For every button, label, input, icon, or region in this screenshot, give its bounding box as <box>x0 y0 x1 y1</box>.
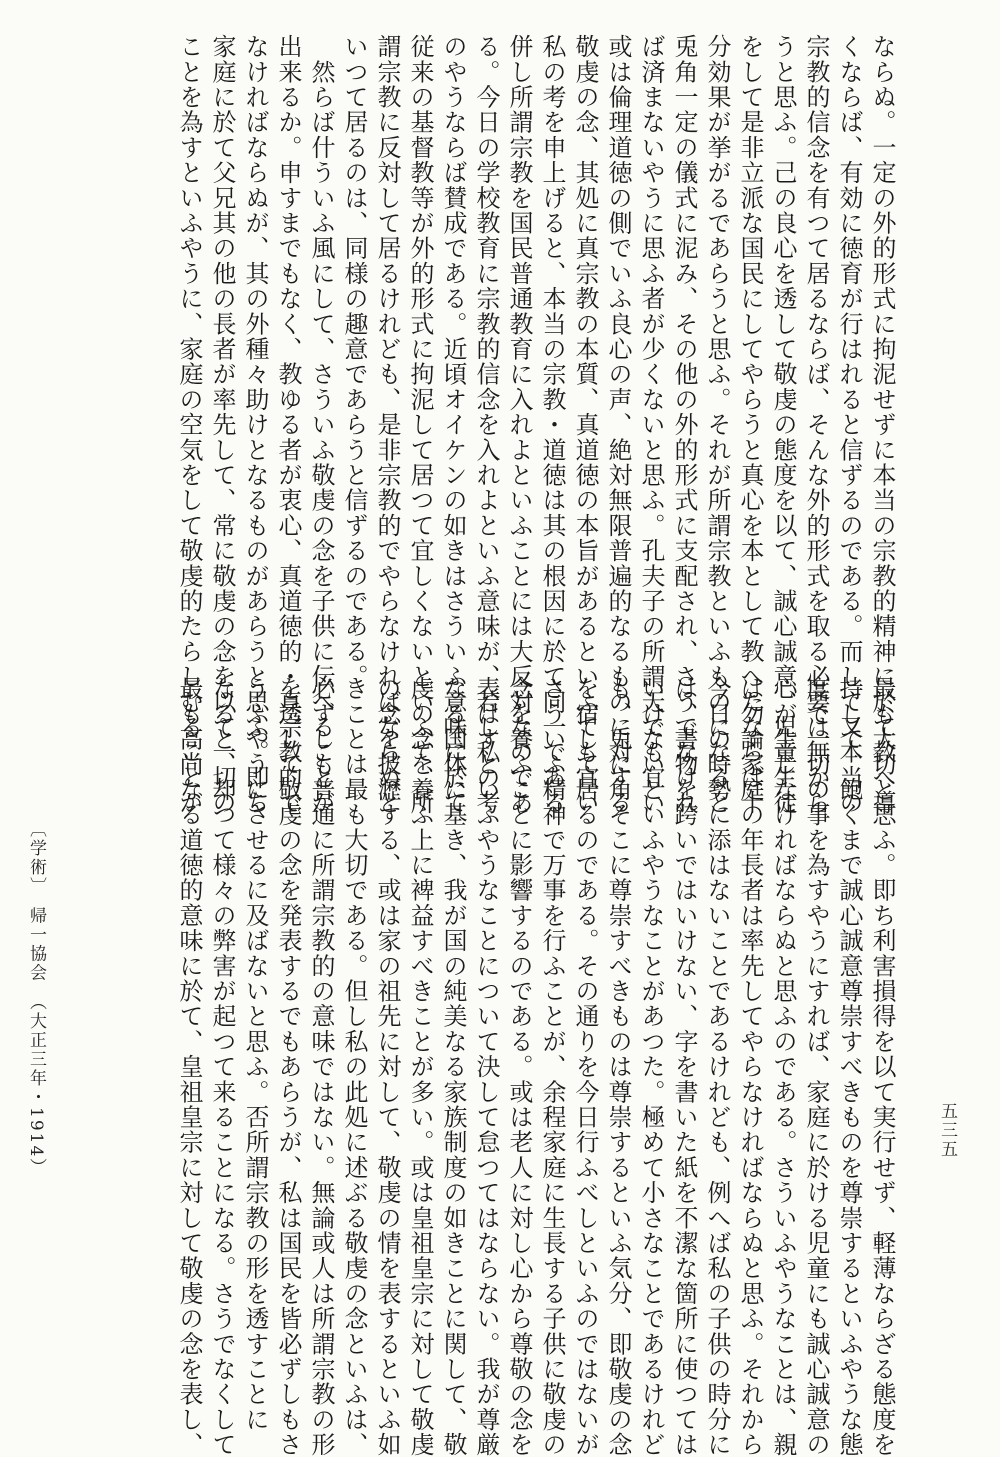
text-column: 心が生じなければならぬと思ふのである。さういふやうなことは、親 <box>769 676 797 1457</box>
running-header <box>24 820 49 1177</box>
text-column: る。今日の学校教育に宗教的信念を入れよといふ意味が、若し私の考 <box>472 34 500 816</box>
text-column: も、兎に角そこに尊崇すべきものは尊崇するといふ気分、即敬虔の念 <box>604 676 632 1457</box>
text-column: きことは最も大切である。但し私の此処に述ぶる敬虔の念といふは、 <box>340 676 368 1457</box>
text-column: 持して、飽くまで誠心誠意尊崇すべきものを尊崇するといふやうな態 <box>835 676 863 1457</box>
text-column: 兎角一定の儀式に泥み、その他の外的形式に支配され、さうでなけれ <box>670 34 698 816</box>
text-column: 必ずしも普通に所謂宗教的の意味ではない。無論或人は所謂宗教の形 <box>307 676 335 1457</box>
text-column: 敬虔の念、其処に真宗教の本質、真道徳の本旨があるといふても宜い <box>571 34 599 816</box>
text-column: なる国体に基き、我が国の純美なる家族制度の如きことに関して、敬 <box>439 676 467 1457</box>
text-column: 私の考を申上げると、本当の宗教・道徳は其の根因に於て同一である <box>538 34 566 816</box>
text-column: は、書物を跨いではいけない、字を書いた紙を不潔な箇所に使つては <box>670 676 698 1457</box>
text-column: のやうならば賛成である。近頃オイケンの如きはさういふ意味に於て <box>439 34 467 816</box>
page-number: 五三五 <box>937 1102 957 1159</box>
text-column: うと思ふ。己の良心を透して敬虔の態度を以て、誠心誠意、児童生徒 <box>769 34 797 816</box>
text-column: を透して敬虔の念を発表するでもあらうが、私は国民を皆必ずしもさ <box>274 676 302 1457</box>
text-column: 然らば什ういふ風にして、さういふ敬虔の念を子供に伝へることが <box>307 34 335 816</box>
text-column: は勿論家庭の年長者は率先してやらなければならぬと思ふ。それから <box>736 676 764 1457</box>
text-column: なければならぬが、其の外種々助けとなるものがあらうと思ふ。即ち <box>241 34 269 816</box>
text-column: 家庭に於て父兄其の他の長者が率先して、常に敬虔の念を以て一切の <box>208 34 236 816</box>
header-period: （大正三年・1914） <box>26 1001 46 1178</box>
text-column: 表はすといふやうなことについて決して怠つてはならない。我が尊厳 <box>472 676 500 1457</box>
text-column: 今日の時勢に添はないことであるけれども、例へば私の子供の時分に <box>703 676 731 1457</box>
text-column: 或は倫理道徳の側でいふ良心の声、絶対無限普遍的なるものに対する <box>604 34 632 816</box>
header-section: 〔学術〕 <box>26 820 46 888</box>
text-column: 最も高尚なる道徳的意味に於て、皇祖皇宗に対して敬虔の念を表し、 <box>175 676 203 1457</box>
text-column: 謂宗教に反対して居るけれども、是非宗教的でやらなければならぬと <box>373 34 401 816</box>
text-column: 度で一切の事を為すやうにすれば、家庭に於ける児童にも誠心誠意の <box>802 676 830 1457</box>
upper-text-block <box>172 34 898 816</box>
text-column: 従来の基督教等が外的形式に拘泥して居つて宜しくないといふて、所 <box>406 34 434 816</box>
text-column: いけないといふやうなことがあつた。極めて小さなことであるけれど <box>637 676 665 1457</box>
header-organization: 帰一協会 <box>26 906 46 983</box>
text-column: うふやうにさせるに及ばないと思ふ。否所謂宗教の形を透すことに <box>241 676 269 1432</box>
text-column: を宿して居るのである。その通りを今日行ふべしといふのではないが <box>571 676 599 1457</box>
text-column: 併し所謂宗教を国民普通教育に入れよといふことには大反対なのであ <box>505 34 533 816</box>
text-column: 出来るか。申すまでもなく、教ゆる者が衷心、真道徳的・真宗教的で <box>274 34 302 816</box>
text-column: ば済まないやうに思ふ者が少くないと思ふ。孔夫子の所謂天でも宜い <box>637 34 665 816</box>
text-column: をして是非立派な国民にしてやらうと真心を本として教へたならば十 <box>736 34 764 816</box>
lower-text-block <box>172 676 898 1457</box>
text-column: の念を披瀝する、或は家の祖先に対して、敬虔の情を表するといふ如 <box>373 676 401 1457</box>
text-column: ならぬ。一定の外的形式に拘泥せずに本当の宗教的精神に於て教へ導 <box>868 34 896 816</box>
text-column: 最も大切と思ふ。即ち利害損得を以て実行せず、軽薄ならざる態度を <box>868 676 896 1457</box>
text-column: さういふ精神で万事を行ふことが、余程家庭に生長する子供に敬虔の <box>538 676 566 1457</box>
text-column: くならば、有効に徳育が行はれると信ずるのである。而して又本当の <box>835 34 863 816</box>
text-column: 分効果が挙がるであらうと思ふ。それが所謂宗教といふものになると <box>703 34 731 816</box>
text-column: 虔の念を養ふ上に裨益すべきことが多い。或は皇祖皇宗に対して敬虔 <box>406 676 434 1457</box>
text-column: 宗教的信念を有つて居るならば、そんな外的形式を取る必要は無から <box>802 34 830 816</box>
text-column: いつて居るのは、同様の趣意であらうと信ずるのである。 <box>340 34 368 690</box>
text-column: なると、却つて様々の弊害が起つて来ることになる。さうでなくして <box>208 676 236 1457</box>
text-column: 念を養ふことに影響するのである。或は老人に対し心から尊敬の念を <box>505 676 533 1457</box>
text-column: ことを為すといふやうに、家庭の空気をして敬虔的たらしむることが <box>175 34 203 816</box>
